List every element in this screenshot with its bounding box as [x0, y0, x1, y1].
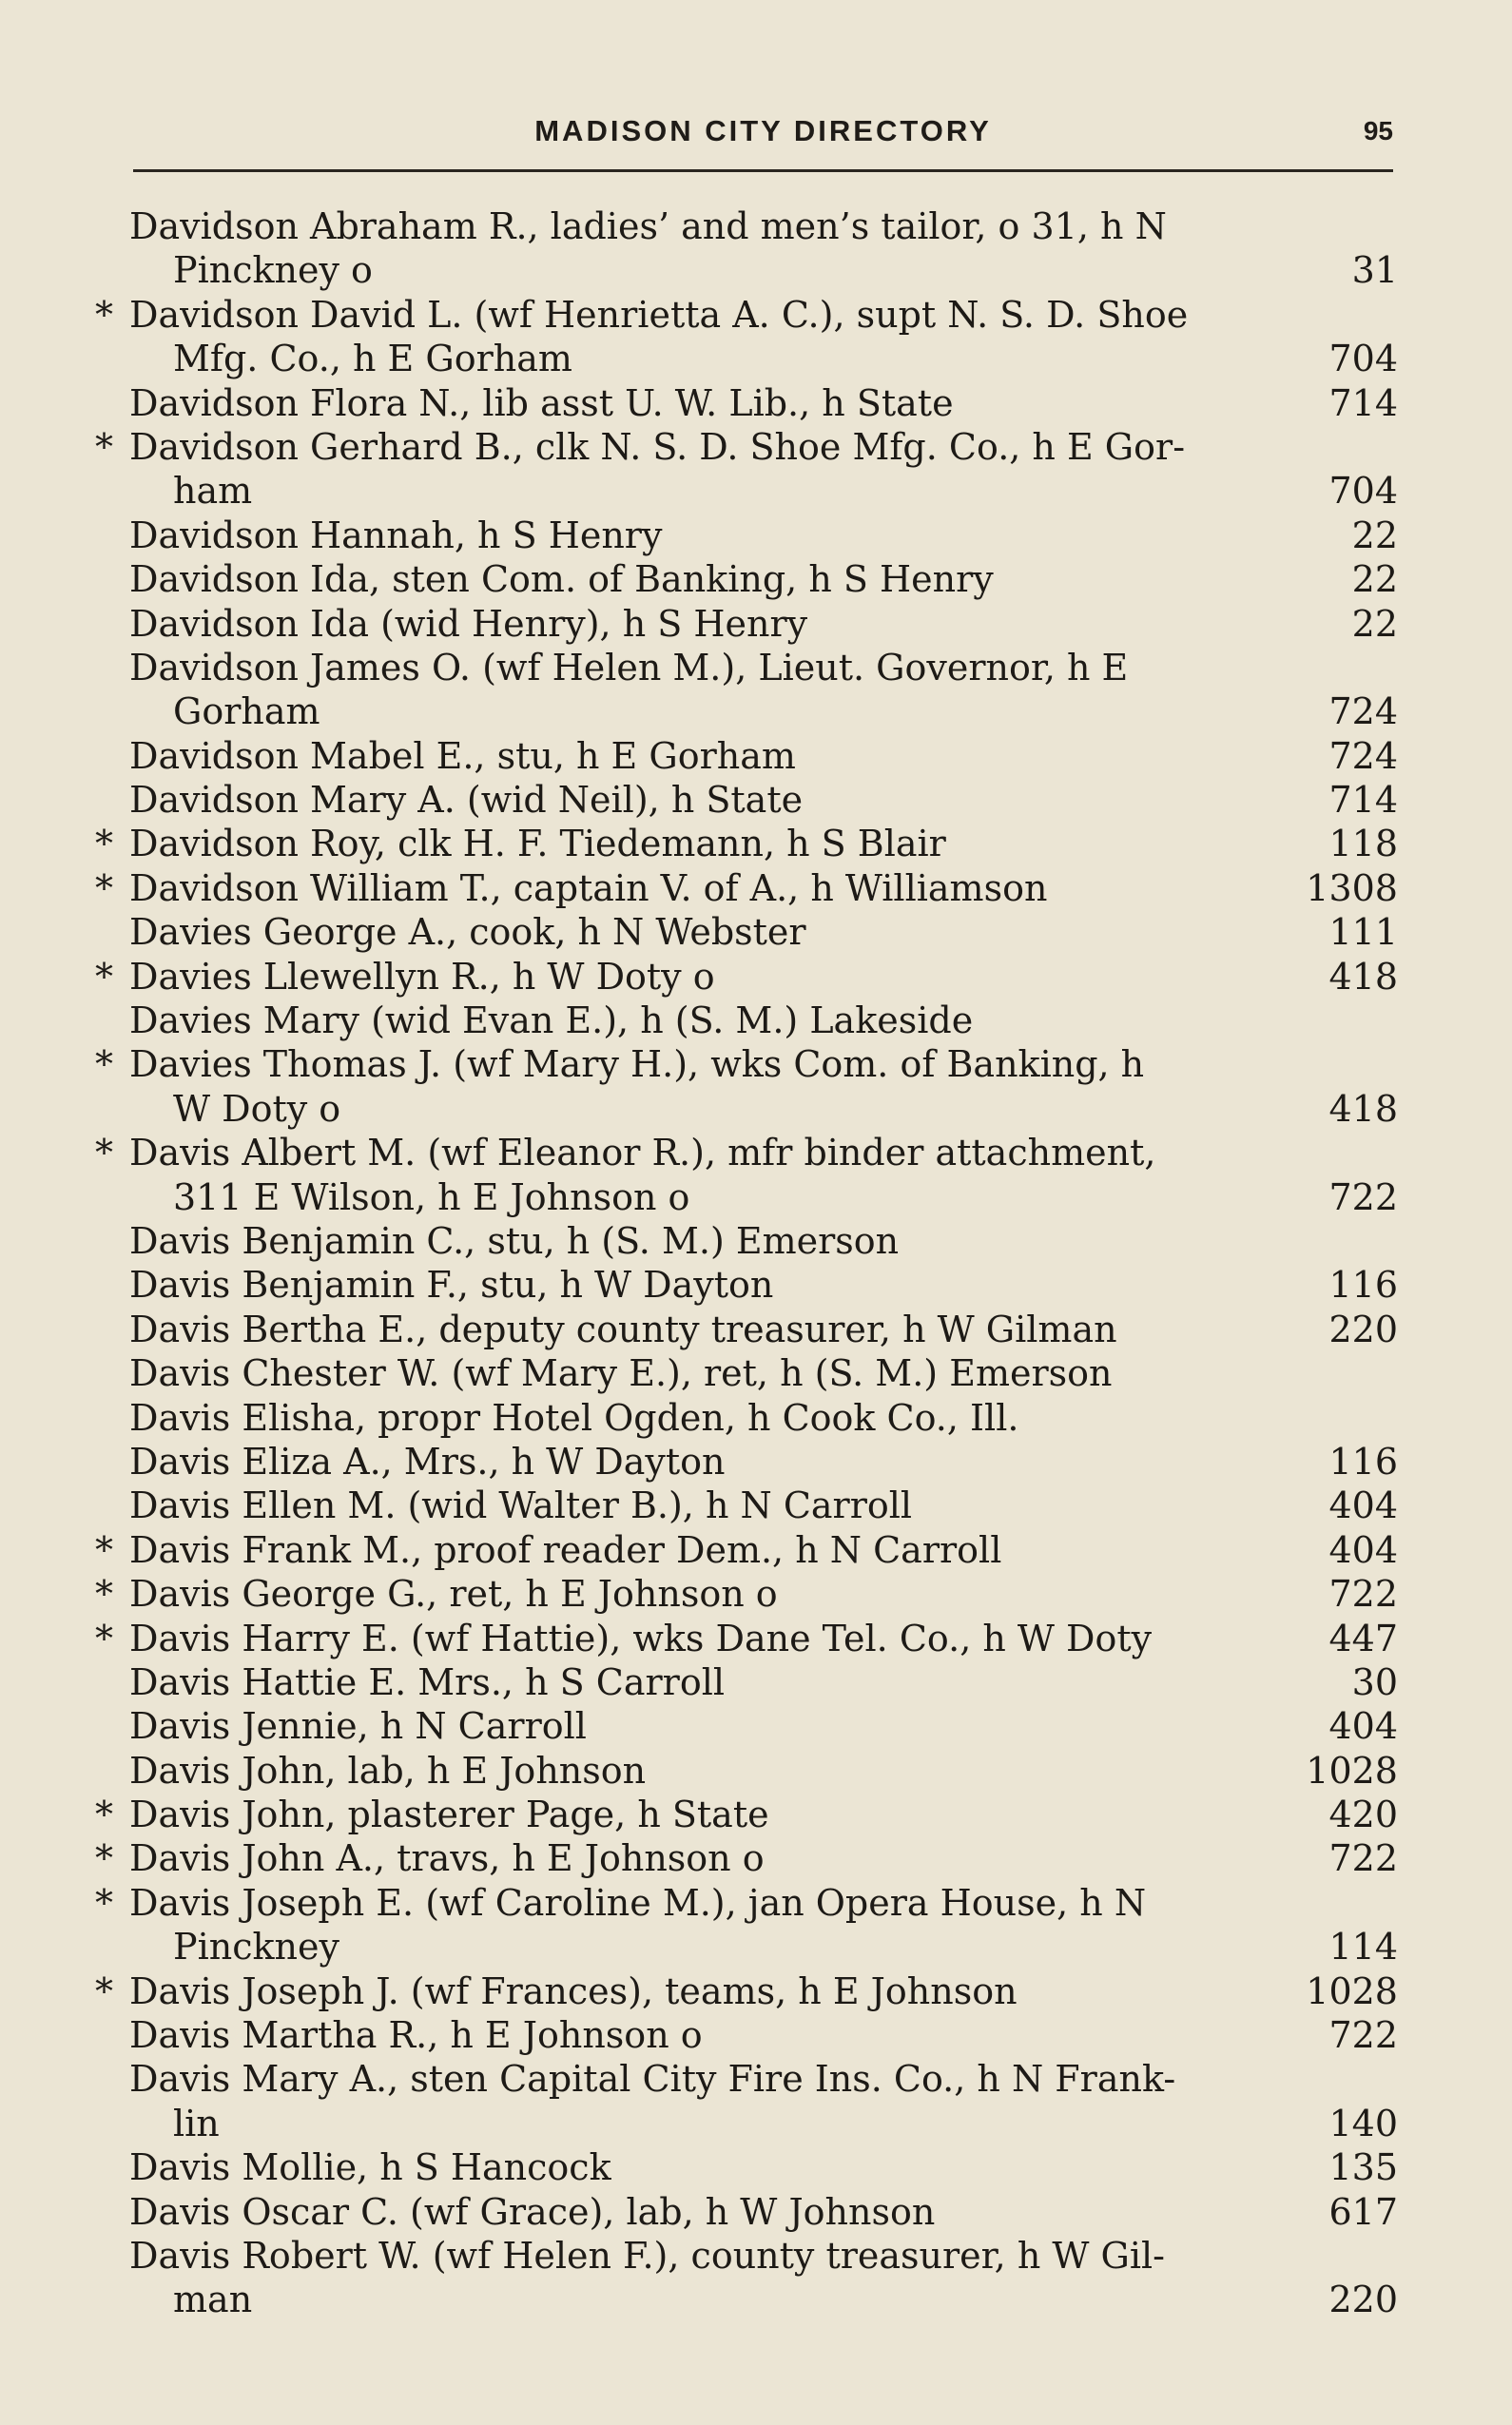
entry-number: 617 — [1328, 2190, 1398, 2233]
entry-line — [95, 1440, 1398, 1484]
entry-line — [95, 1396, 1398, 1440]
directory-entry — [95, 1440, 1398, 1484]
entry-text: lin — [173, 2102, 220, 2144]
directory-entry — [95, 2190, 1398, 2234]
entry-text: Davidson Flora N., lib asst U. W. Lib., h State — [129, 381, 954, 424]
directory-entry — [95, 381, 1398, 425]
entry-line — [95, 1836, 1398, 1880]
entry-number: 1308 — [1306, 866, 1398, 909]
entry-marker: * — [95, 866, 113, 909]
entry-text: 311 E Wilson, h E Johnson o — [173, 1175, 690, 1218]
entry-text: Davis Frank M., proof reader Dem., h N Carroll — [129, 1528, 1002, 1571]
directory-entry — [95, 1351, 1398, 1395]
directory-entry — [95, 2057, 1398, 2145]
entry-number: 714 — [1328, 779, 1398, 822]
entry-line — [95, 204, 1398, 248]
entry-marker: * — [95, 293, 113, 336]
entry-line — [95, 602, 1398, 646]
entry-line — [95, 1308, 1398, 1351]
directory-entry — [95, 2234, 1398, 2322]
entry-number: 116 — [1328, 1264, 1398, 1307]
directory-entry — [95, 734, 1398, 778]
entry-text: Davis Ellen M. (wid Walter B.), h N Carroll — [129, 1484, 913, 1527]
entry-line — [95, 1881, 1398, 1925]
entry-text: Davis Joseph J. (wf Frances), teams, h E Johnson — [129, 1969, 1018, 2012]
directory-entry — [95, 602, 1398, 646]
entry-text: Davis Mary A., sten Capital City Fire Ins. Co., h N Frank- — [129, 2058, 1176, 2101]
entry-text: Davidson David L. (wf Henrietta A. C.), supt N. S. D. Shoe — [129, 293, 1189, 336]
entry-line — [95, 822, 1398, 865]
page-title: MADISON CITY DIRECTORY — [534, 114, 992, 147]
directory-entry — [95, 646, 1398, 734]
directory-entry — [95, 2145, 1398, 2189]
entry-number: 114 — [1328, 1926, 1398, 1969]
entry-continuation-line — [95, 469, 1398, 513]
entry-number: 22 — [1351, 514, 1398, 556]
entry-number: 420 — [1328, 1794, 1398, 1836]
entry-line — [95, 381, 1398, 425]
directory-entry — [95, 822, 1398, 865]
entry-continuation-line — [95, 1925, 1398, 1969]
entry-text: Davis Mollie, h S Hancock — [129, 2146, 611, 2189]
entry-text: Davidson Hannah, h S Henry — [129, 514, 663, 556]
entry-line — [95, 1660, 1398, 1704]
entry-text: Davis Benjamin F., stu, h W Dayton — [129, 1264, 774, 1307]
entry-marker: * — [95, 1969, 113, 2012]
entry-line — [95, 734, 1398, 778]
entry-number: 22 — [1351, 558, 1398, 601]
directory-entry — [95, 1131, 1398, 1219]
directory-entry — [95, 1572, 1398, 1616]
entry-text: Davis George G., ret, h E Johnson o — [129, 1573, 778, 1616]
entry-text: Davies George A., cook, h N Webster — [129, 911, 806, 954]
entry-marker: * — [95, 1837, 113, 1880]
entry-text: Davies Llewellyn R., h W Doty o — [129, 955, 715, 998]
entry-line — [95, 999, 1398, 1042]
entry-number: 418 — [1328, 955, 1398, 998]
entry-text: Davidson James O. (wf Helen M.), Lieut. Governor, h E — [129, 646, 1129, 689]
entry-line — [95, 1969, 1398, 2013]
entry-line — [95, 910, 1398, 954]
entry-line — [95, 778, 1398, 822]
entry-line — [95, 2057, 1398, 2101]
entry-number: 30 — [1351, 1660, 1398, 1703]
entry-line — [95, 2234, 1398, 2278]
entry-continuation-line — [95, 2102, 1398, 2145]
directory-entry — [95, 1660, 1398, 1704]
entry-text: Mfg. Co., h E Gorham — [173, 338, 572, 380]
entry-continuation-line — [95, 1087, 1398, 1131]
directory-entry — [95, 1219, 1398, 1263]
entry-number: 135 — [1328, 2146, 1398, 2189]
entry-number: 724 — [1328, 690, 1398, 733]
entry-marker: * — [95, 955, 113, 998]
entry-marker: * — [95, 1881, 113, 1924]
entry-line — [95, 1572, 1398, 1616]
entry-line — [95, 1793, 1398, 1836]
entry-text: man — [173, 2279, 253, 2321]
page-number: 95 — [1363, 116, 1393, 146]
entry-line — [95, 866, 1398, 910]
entry-text: Davis Jennie, h N Carroll — [129, 1705, 587, 1748]
entry-number: 722 — [1328, 1837, 1398, 1880]
entry-text: Davidson Gerhard B., clk N. S. D. Shoe Mfg. Co., h E Gor- — [129, 425, 1186, 468]
entry-number: 118 — [1328, 823, 1398, 865]
directory-entry — [95, 1836, 1398, 1880]
entry-marker: * — [95, 823, 113, 865]
entry-number: 404 — [1328, 1484, 1398, 1527]
entry-number: 704 — [1328, 470, 1398, 513]
directory-entry — [95, 866, 1398, 910]
page-header — [133, 114, 1393, 162]
entry-continuation-line — [95, 1175, 1398, 1219]
entry-line — [95, 1484, 1398, 1527]
entry-number: 722 — [1328, 2014, 1398, 2057]
entry-line — [95, 2145, 1398, 2189]
directory-entry — [95, 1263, 1398, 1307]
entry-number: 418 — [1328, 1087, 1398, 1130]
entry-text: Davis Joseph E. (wf Caroline M.), jan Opera House, h N — [129, 1881, 1147, 1924]
directory-entry — [95, 1969, 1398, 2013]
directory-entry — [95, 425, 1398, 514]
entry-text: Davis Hattie E. Mrs., h S Carroll — [129, 1660, 725, 1703]
entry-text: Davidson Roy, clk H. F. Tiedemann, h S Blair — [129, 823, 946, 865]
directory-entry — [95, 2013, 1398, 2057]
entry-number: 724 — [1328, 734, 1398, 777]
entry-line — [95, 1351, 1398, 1395]
entry-text: W Doty o — [173, 1087, 341, 1130]
entry-number: 31 — [1351, 249, 1398, 292]
entry-line — [95, 1042, 1398, 1086]
directory-entry — [95, 1396, 1398, 1440]
entry-number: 220 — [1328, 1308, 1398, 1350]
entry-text: Davidson Ida, sten Com. of Banking, h S Henry — [129, 558, 994, 601]
entry-text: Davis Bertha E., deputy county treasurer, h W Gilman — [129, 1308, 1117, 1350]
directory-entry — [95, 1704, 1398, 1748]
entry-line — [95, 1749, 1398, 1793]
entry-number: 111 — [1328, 911, 1398, 954]
directory-entry — [95, 1617, 1398, 1660]
entry-text: Davis John A., travs, h E Johnson o — [129, 1837, 765, 1880]
entry-number: 722 — [1328, 1573, 1398, 1616]
entry-marker: * — [95, 425, 113, 468]
entry-continuation-line — [95, 2278, 1398, 2321]
directory-entry — [95, 778, 1398, 822]
entry-marker: * — [95, 1043, 113, 1086]
entry-text: Davis Albert M. (wf Eleanor R.), mfr binder attachment, — [129, 1132, 1156, 1174]
entry-text: Davis John, lab, h E Johnson — [129, 1749, 647, 1792]
entry-text: Davis Harry E. (wf Hattie), wks Dane Tel. Co., h W Doty — [129, 1617, 1153, 1659]
entry-text: Pinckney o — [173, 249, 373, 292]
entry-number: 220 — [1328, 2279, 1398, 2321]
entry-number: 404 — [1328, 1705, 1398, 1748]
entry-marker: * — [95, 1132, 113, 1174]
entry-number: 704 — [1328, 338, 1398, 380]
entry-line — [95, 1617, 1398, 1660]
entry-line — [95, 1704, 1398, 1748]
directory-entry — [95, 955, 1398, 999]
entry-text: Pinckney — [173, 1926, 339, 1969]
entry-number: 22 — [1351, 602, 1398, 645]
entry-text: Davidson William T., captain V. of A., h Williamson — [129, 866, 1048, 909]
directory-entry — [95, 1749, 1398, 1793]
entry-text: Davis Eliza A., Mrs., h W Dayton — [129, 1440, 726, 1483]
entry-number: 116 — [1328, 1440, 1398, 1483]
entry-number: 140 — [1328, 2102, 1398, 2144]
directory-entry — [95, 999, 1398, 1042]
entry-text: Davis John, plasterer Page, h State — [129, 1794, 769, 1836]
entry-text: Davis Robert W. (wf Helen F.), county treasurer, h W Gil- — [129, 2234, 1166, 2277]
entry-line — [95, 955, 1398, 999]
entry-continuation-line — [95, 337, 1398, 380]
entry-line — [95, 2013, 1398, 2057]
directory-entry — [95, 557, 1398, 601]
entry-number: 714 — [1328, 381, 1398, 424]
entry-line — [95, 2190, 1398, 2234]
directory-entry — [95, 204, 1398, 293]
entry-line — [95, 1131, 1398, 1174]
entry-line — [95, 646, 1398, 689]
entry-text: Davidson Mary A. (wid Neil), h State — [129, 779, 804, 822]
entry-text: ham — [173, 470, 253, 513]
entry-number: 447 — [1328, 1617, 1398, 1659]
entry-number: 1028 — [1306, 1969, 1398, 2012]
directory-entry — [95, 910, 1398, 954]
directory-entry — [95, 293, 1398, 381]
entry-line — [95, 1219, 1398, 1263]
entry-marker: * — [95, 1617, 113, 1659]
header-rule — [133, 169, 1393, 172]
entry-line — [95, 1263, 1398, 1307]
directory-entry — [95, 1484, 1398, 1527]
entry-text: Davis Elisha, propr Hotel Ogden, h Cook Co., Ill. — [129, 1396, 1019, 1439]
entry-line — [95, 557, 1398, 601]
entry-text: Davies Mary (wid Evan E.), h (S. M.) Lakeside — [129, 999, 974, 1042]
entry-text: Gorham — [173, 690, 320, 733]
directory-entry — [95, 1793, 1398, 1836]
entry-line — [95, 514, 1398, 557]
entry-number: 722 — [1328, 1175, 1398, 1218]
entry-continuation-line — [95, 689, 1398, 733]
entry-marker: * — [95, 1528, 113, 1571]
entry-line — [95, 293, 1398, 337]
directory-entry — [95, 1308, 1398, 1351]
entry-text: Davies Thomas J. (wf Mary H.), wks Com. of Banking, h — [129, 1043, 1145, 1086]
entry-text: Davidson Abraham R., ladies’ and men’s tailor, o 31, h N — [129, 205, 1167, 247]
entry-text: Davis Benjamin C., stu, h (S. M.) Emerson — [129, 1219, 900, 1262]
directory-entries — [95, 204, 1398, 2322]
entry-text: Davis Martha R., h E Johnson o — [129, 2014, 703, 2057]
entry-line — [95, 425, 1398, 469]
entry-text: Davidson Ida (wid Henry), h S Henry — [129, 602, 808, 645]
entry-text: Davis Chester W. (wf Mary E.), ret, h (S. M.) Emerson — [129, 1352, 1113, 1395]
entry-marker: * — [95, 1794, 113, 1836]
entry-number: 404 — [1328, 1528, 1398, 1571]
directory-entry — [95, 1881, 1398, 1969]
entry-text: Davidson Mabel E., stu, h E Gorham — [129, 734, 796, 777]
entry-number: 1028 — [1306, 1749, 1398, 1792]
entry-text: Davis Oscar C. (wf Grace), lab, h W Johnson — [129, 2190, 936, 2233]
directory-entry — [95, 1528, 1398, 1572]
entry-line — [95, 1528, 1398, 1572]
directory-entry — [95, 514, 1398, 557]
entry-marker: * — [95, 1573, 113, 1616]
entry-continuation-line — [95, 248, 1398, 292]
directory-entry — [95, 1042, 1398, 1131]
